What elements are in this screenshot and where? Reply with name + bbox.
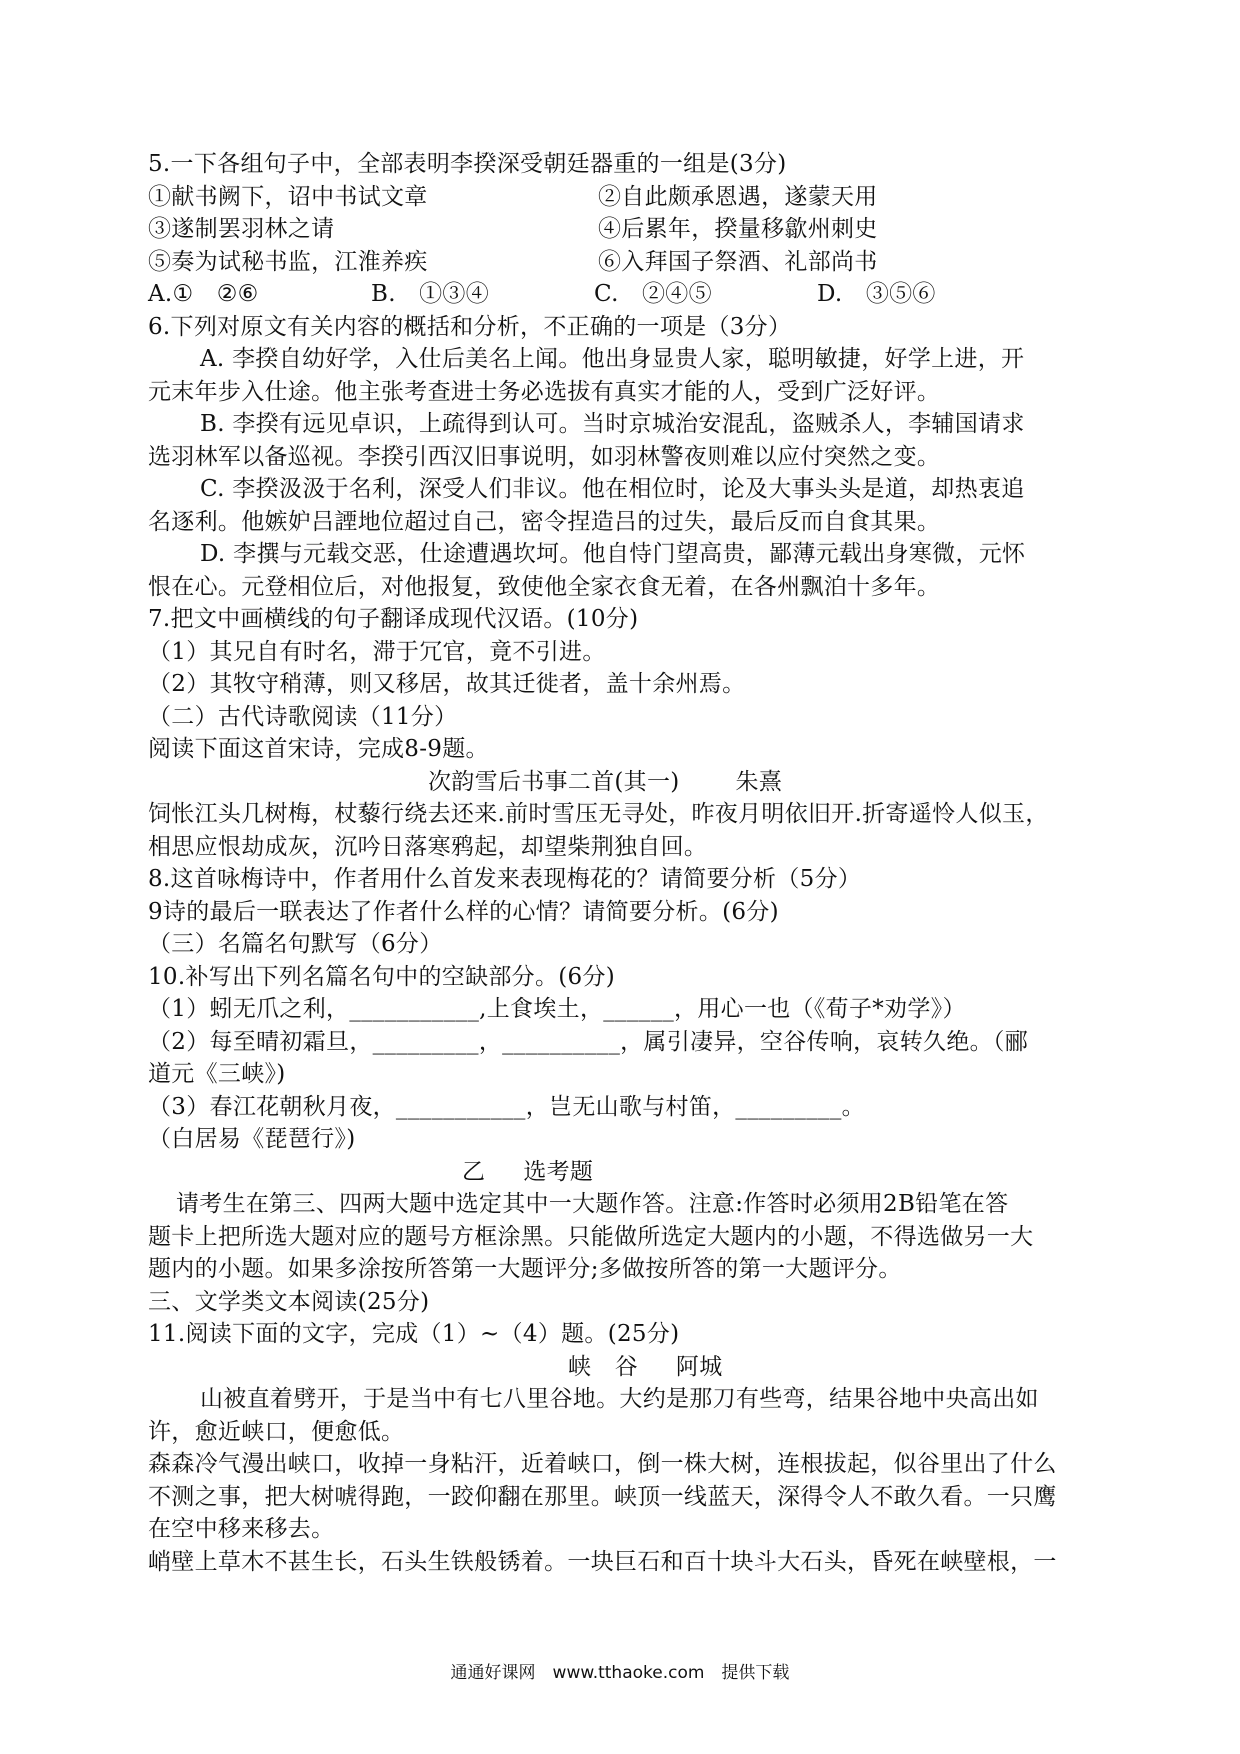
q5-item-5: ⑤奏为试秘书监，江淮养疾 — [148, 248, 428, 275]
elective-line-3: 题内的小题。如果多涂按所答第一大题评分;多做按所答的第一大题评分。 — [148, 1256, 902, 1282]
q6-option-b-line-1: B. 李揆有远见卓识，上疏得到认可。当时京城治安混乱，盗贼杀人，李辅国请求 — [200, 411, 1025, 437]
q5-options — [148, 278, 1108, 311]
q6-option-a-line-1: A. 李揆自幼好学，入仕后美名上闻。他出身显贵人家，聪明敏捷，好学上进，开 — [200, 346, 1025, 372]
page-content — [148, 148, 1108, 1578]
passage-title-line — [148, 1351, 1108, 1384]
q5-item-4: ④后累年，揆量移歙州刺史 — [598, 216, 878, 242]
elective-line-2: 题卡上把所选大题对应的题号方框涂黑。只能做所选定大题内的小题，不得选做另一大 — [148, 1223, 1034, 1250]
q7-stem: 7.把文中画横线的句子翻译成现代汉语。(10分) — [148, 606, 639, 632]
q5-option-a: A.① ②⑥ — [148, 281, 259, 307]
part3-heading: 三、文学类文本阅读(25分) — [148, 1288, 430, 1315]
poem-line-2: 相思应恨劫成灰，沉吟日落寒鸦起，却望柴荆独自回。 — [148, 833, 708, 860]
q11: 11.阅读下面的文字，完成（1）~（4）题。(25分) — [148, 1321, 680, 1347]
q5-row-1 — [148, 181, 1108, 214]
poem-line-1: 饲怅江头几树梅，杖藜行绕去还来.前时雪压无寻处，昨夜月明依旧开.折寄遥怜人似玉， — [148, 801, 1049, 827]
poem-author: 朱熹 — [735, 768, 783, 795]
q5-row-2 — [148, 213, 1108, 246]
q10-line-3: 道元《三峡》) — [148, 1061, 286, 1087]
q6-option-d-line-1: D. 李撰与元载交恶，仕途遭遇坎坷。他自恃门望高贵，鄙薄元载出身寒微，元怀 — [200, 541, 1026, 567]
q6-option-c-line-1: C. 李揆汲汲于名利，深受人们非议。他在相位时，论及大事头头是道，却热衷追 — [200, 476, 1025, 502]
passage-line-2: 许，愈近峡口，便愈低。 — [148, 1418, 405, 1445]
q6-stem: 6.下列对原文有关内容的概括和分析，不正确的一项是（3分） — [148, 313, 792, 340]
section2-heading: （二）古代诗歌阅读（11分） — [148, 703, 458, 730]
elective-line-1: 请考生在第三、四两大题中选定其中一大题作答。注意:作答时必须用2B铅笔在答 — [176, 1191, 1009, 1217]
passage-author: 阿城 — [675, 1353, 723, 1380]
poem-title: 次韵雪后书事二首(其一) — [428, 768, 680, 795]
q5-option-b: B. ①③④ — [371, 281, 490, 307]
q5-stem: 5.一下各组句子中，全部表明李揆深受朝廷器重的一组是(3分) — [148, 151, 787, 177]
q5-option-c: C. ②④⑤ — [594, 281, 712, 307]
q7-item-1: （1）其兄自有时名，滞于冗官，竟不引进。 — [148, 638, 606, 665]
q5-item-2: ②自此颇承恩遇，遂蒙天用 — [598, 183, 878, 210]
q5-item-1: ①献书阙下，诏中书试文章 — [148, 183, 428, 210]
q10-line-1: （1）蚓无爪之利，___________,上食埃土，______，用心一也（《荀子*劝学》） — [148, 996, 966, 1022]
passage-title: 峡 谷 — [568, 1353, 638, 1380]
q10-line-4: （3）春江花朝秋月夜，___________，岂无山歌与村笛，_________。 — [148, 1093, 865, 1120]
q5-row-3 — [148, 246, 1108, 279]
page-footer: 通通好课网 www.tthaoke.com 提供下载 — [450, 1663, 790, 1683]
q7-item-2: （2）其牧守稍薄，则又移居，故其迁徙者，盖十余州焉。 — [148, 671, 746, 697]
q9: 9诗的最后一联表达了作者什么样的心情？请简要分析。(6分) — [148, 898, 779, 925]
passage-line-3: 森森冷气漫出峡口，收掉一身粘汗，近着峡口，倒一株大树，连根拔起，似谷里出了什么 — [148, 1451, 1057, 1477]
q6-option-c-line-2: 名逐利。他嫉妒吕諲地位超过自己，密令捏造吕的过失，最后反而自食其果。 — [148, 508, 941, 535]
q5-option-d: D. ③⑤⑥ — [817, 281, 936, 307]
elective-title — [148, 1156, 1108, 1189]
q6-option-b-line-2: 选羽林军以备巡视。李揆引西汉旧事说明，如羽林警夜则难以应付突然之变。 — [148, 443, 941, 470]
passage-line-1: 山被直着劈开，于是当中有七八里谷地。大约是那刀有些弯，结果谷地中央高出如 — [200, 1386, 1039, 1412]
q10-line-2: （2）每至晴初霜旦，_________，__________，属引凄异，空谷传响，哀转久绝。（郦 — [148, 1028, 1029, 1055]
passage-line-6: 峭壁上草木不甚生长，石头生铁般锈着。一块巨石和百十块斗大石头，昏死在峡壁根，一 — [148, 1548, 1057, 1575]
poem-title-line — [148, 766, 1108, 799]
q5-item-6: ⑥入拜国子祭酒、礼部尚书 — [598, 248, 878, 275]
q5-item-3: ③遂制罢羽林之请 — [148, 216, 335, 242]
section3-heading: （三）名篇名句默写（6分） — [148, 931, 443, 957]
elective-title-right: 选考题 — [523, 1158, 594, 1185]
section2-instruction: 阅读下面这首宋诗，完成8-9题。 — [148, 736, 489, 762]
elective-title-left: 乙 — [462, 1158, 486, 1185]
q10: 10.补写出下列名篇名句中的空缺部分。(6分) — [148, 963, 616, 990]
passage-line-4: 不测之事，把大树唬得跑，一跤仰翻在那里。峡顶一线蓝天，深得令人不敢久看。一只鹰 — [148, 1483, 1057, 1510]
q6-option-a-line-2: 元末年步入仕途。他主张考查进士务必选拔有真实才能的人，受到广泛好评。 — [148, 378, 941, 405]
q8: 8.这首咏梅诗中，作者用什么首发来表现梅花的？请简要分析（5分） — [148, 866, 862, 892]
passage-line-5: 在空中移来移去。 — [148, 1516, 335, 1542]
q10-line-5: （白居易《琵琶行》) — [148, 1126, 356, 1152]
q6-option-d-line-2: 恨在心。元登相位后，对他报复，致使他全家衣食无着，在各州飘泊十多年。 — [148, 573, 941, 600]
